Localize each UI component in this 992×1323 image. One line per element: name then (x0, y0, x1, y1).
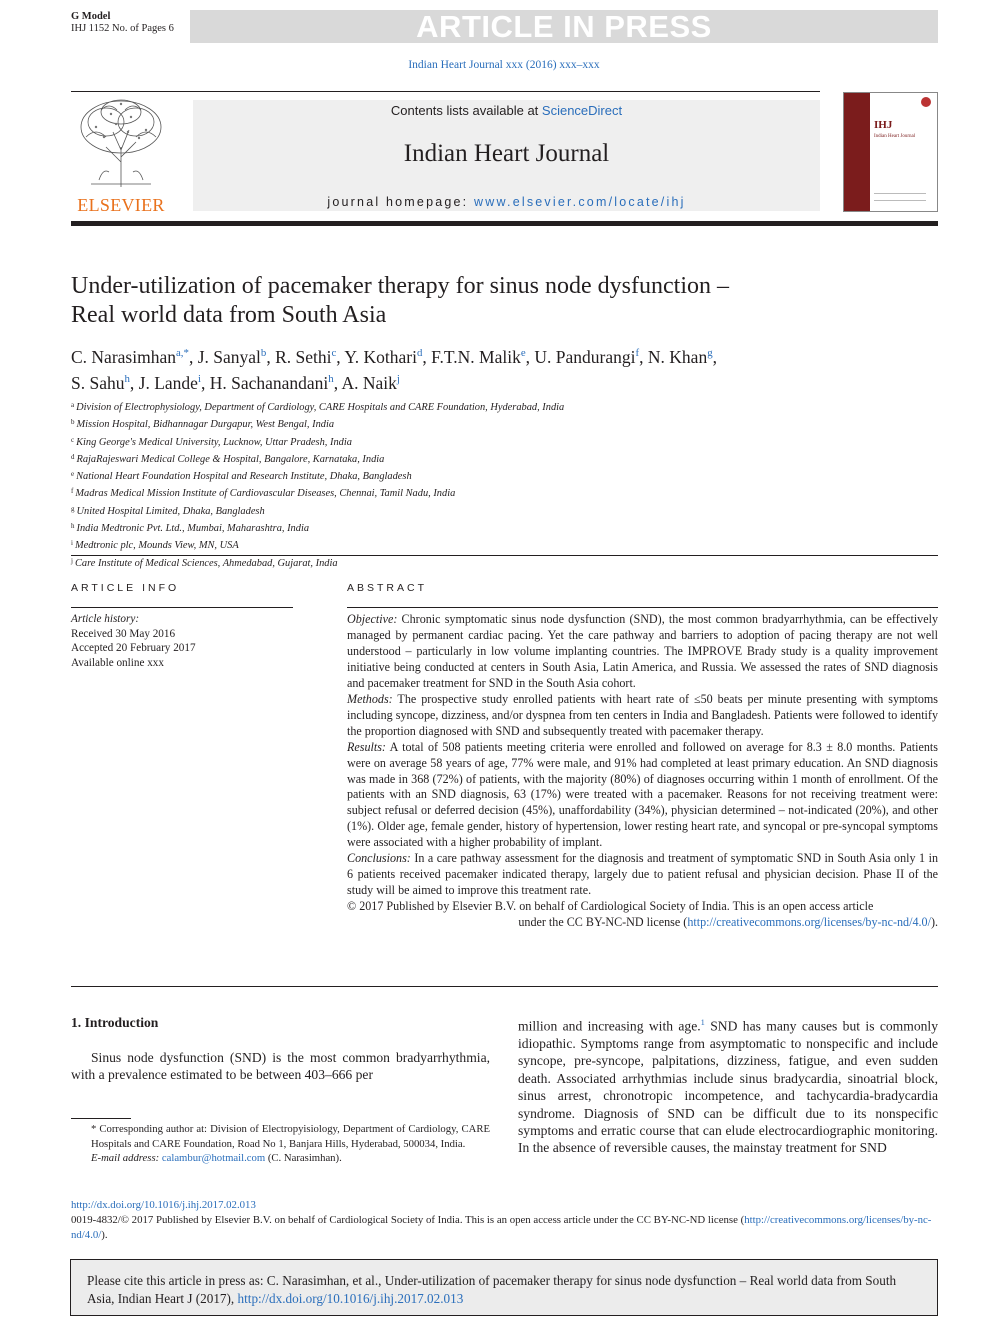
cite-doi-link[interactable]: http://dx.doi.org/10.1016/j.ihj.2017.02.013 (237, 1291, 464, 1306)
contents-prefix: Contents lists available at (390, 103, 542, 118)
email-line: E-mail address: calambur@hotmail.com (C. Narasimhan). (91, 1152, 342, 1165)
abstract-license: under the CC BY-NC-ND license (http://creativecommons.org/licenses/by-nc-nd/4.0/). (518, 915, 938, 930)
affiliation: $^h$ India Medtronic Pvt. Ltd., Mumbai, Maharashtra, India (71, 522, 310, 535)
abstract-label: ABSTRACT (347, 582, 428, 594)
author-list: C. Narasimhan$^{a,*}$, J. Sanyal$^b$, R. Sethi$^c$, Y. Kothari$^d$, F.T.N. Malik$^e$, U. Pandurangi$^f$, N. Khan$^g$, S. Sahu$^h$, J. Lande$^i$, H. Sachanandani$^h$, A. Naik$^j$ (71, 346, 717, 394)
affiliation: $^i$ Medtronic plc, Mounds View, MN, USA (71, 539, 239, 552)
cite-this-article-box (70, 1259, 938, 1316)
author[interactable]: C. Narasimhan$^{a,*}$ (71, 346, 189, 367)
received-date: Received 30 May 2016 (71, 627, 176, 640)
abstract-results: Results: A total of 508 patients meeting criteria were enrolled and followed on average for 8.3 ± 8.0 months. Patients were on average 58 years of age, 77% were male, and 91% had completed at least primary education. An SND diagnosis was made in 368 (72%) of patients, with the majority (80%) of diagnoses occurring within 1 month of enrollment. Of the patients with an SND diagnosis, 63 (17%) were treated with a pacemaker. Reasons for not receiving treatment were: subject refusal or deferred decision (45%), unaffordability (34%), physician determined – not-indicated (20%), and other (1%). Older age, female gender, history of hypertension, lower resting heart rate, and syncopal or pre-syncopal symptoms were associated with a higher probability of implant. (347, 739, 938, 850)
elsevier-tree-icon (71, 92, 171, 192)
corresponding-footnote (71, 1122, 490, 1166)
ihj-line: IHJ 1152 No. of Pages 6 (71, 23, 174, 34)
article-info-label: ARTICLE INFO (71, 582, 180, 594)
abstract-copyright: © 2017 Published by Elsevier B.V. on behalf of Cardiological Society of India. This is an open access article (347, 899, 874, 914)
abstract-body (347, 612, 938, 931)
body-paragraph: Sinus node dysfunction (SND) is the most common bradyarrhythmia, with a prevalence estimated to be between 403–666 per (71, 1049, 490, 1083)
affiliation: $^c$ King George's Medical University, Lucknow, Uttar Pradesh, India (71, 435, 352, 448)
corresponding-author: * Corresponding author at: Division of Electropyisiology, Department of Cardiology, CARE Hospitals and CARE Foundation, Road No 1, Banjara Hills, Hyderabad, 500034, India. (91, 1123, 490, 1150)
author[interactable]: A. Naik$^j$ (341, 373, 400, 394)
email-link[interactable]: calambur@hotmail.com (161, 1152, 266, 1165)
author[interactable]: H. Sachanandani$^h$ (209, 373, 334, 394)
gmodel-label: G Model (71, 11, 111, 22)
author[interactable]: U. Pandurangi$^f$ (534, 346, 640, 367)
article-history (71, 612, 196, 670)
online-date: Available online xxx (71, 656, 164, 669)
author[interactable]: J. Sanyal$^b$ (197, 346, 267, 367)
homepage-prefix: journal homepage: (327, 195, 475, 209)
history-label: Article history: (71, 613, 140, 625)
affiliation: $^f$ Madras Medical Mission Institute of Cardiovascular Diseases, Chennai, Tamil Nadu, India (71, 487, 456, 500)
affiliation-list (71, 398, 931, 571)
elsevier-logo[interactable] (71, 92, 171, 214)
body-column-right (518, 1014, 938, 1157)
author[interactable]: N. Khan$^g$ (647, 346, 713, 367)
reference-link[interactable]: 1 (700, 1017, 705, 1027)
author[interactable]: J. Lande$^i$ (138, 373, 201, 394)
author[interactable]: F.T.N. Malik$^e$ (431, 346, 526, 367)
author[interactable]: Y. Kothari$^d$ (344, 346, 423, 367)
cover-subtitle: Indian Heart Journal (874, 134, 916, 139)
footer-license: 0019-4832/© 2017 Published by Elsevier B.V. on behalf of Cardiological Society of India. This is an open access article under the CC BY-NC-ND license (http://creativecommons.org/licenses/by-nc-nd/4.0/). (71, 1214, 932, 1241)
cite-text: Please cite this article in press as: C. Narasimhan, et al., Under-utilization of pacemaker therapy for sinus node dysfunction – Real world data from South Asia, Indian Heart J (2017), http://dx.doi.org/10.1016/j.ihj.2017.02.013 (87, 1273, 897, 1306)
section-heading: 1. Introduction (71, 1015, 159, 1030)
cover-logo-icon (921, 97, 931, 107)
journal-citation-link[interactable]: Indian Heart Journal xxx (2016) xxx–xxx (408, 59, 600, 71)
cover-spine (844, 93, 870, 211)
gmodel-info (71, 11, 174, 35)
section-rule (71, 555, 938, 556)
abstract-objective: Objective: Chronic symptomatic sinus node dysfunction (SND), the most common bradyarrhythmia, can be effectively managed by permanent cardiac pacing. Yet the care pathway and barriers to adoption of pacing therapy are not well understood – particularly in low volume implanting countries. The IMPROVE Brady study is a quality improvement initiative being conducted at centers in South Asia, Latin America, and Russia. We assessed the rates of SND diagnosis and pacemaker treatment for SND in the South Asia cohort. (347, 612, 938, 690)
sciencedirect-link[interactable]: ScienceDirect (541, 103, 623, 118)
license-link[interactable]: http://creativecommons.org/licenses/by-nc-nd/4.0/ (687, 915, 931, 930)
title-line-2: Real world data from South Asia (71, 302, 387, 328)
footer-license-link[interactable]: http://creativecommons.org/licenses/by-nc-nd/4.0/ (71, 1214, 932, 1241)
body-column-left (71, 1014, 490, 1084)
cover-title: IHJ (874, 119, 893, 131)
author[interactable]: R. Sethi$^c$ (275, 346, 337, 367)
affiliation: $^a$ Division of Electrophysiology, Department of Cardiology, CARE Hospitals and CARE Foundation, Hyderabad, India (71, 401, 565, 413)
affiliation: $^j$ Care Institute of Medical Sciences, Ahmedabad, Gujarat, India (71, 556, 338, 569)
article-title (71, 272, 931, 330)
masthead-bottom-rule (71, 221, 938, 226)
affiliation: $^d$ RajaRajeswari Medical College & Hospital, Bangalore, Karnataka, India (71, 452, 385, 465)
author[interactable]: S. Sahu$^h$ (71, 373, 130, 394)
journal-homepage (193, 195, 820, 209)
abstract-methods: Methods: The prospective study enrolled patients with heart rate of ≤50 beats per minute presenting with symptoms including syncope, dizziness, and/or dyspnea from ten centers in India and Bangladesh. Patients were followed to identify the proportion diagnosed with SND and subsequently treated with pacemaker therapy. (347, 691, 938, 738)
contents-available (193, 103, 820, 118)
elsevier-wordmark: ELSEVIER (77, 195, 165, 215)
banner-text: ARTICLE IN PRESS (416, 9, 712, 44)
cover-decoration (874, 193, 926, 201)
abstract-conclusions: Conclusions: In a care pathway assessment for the diagnosis and treatment of symptomatic SND in South Asia only 1 in 6 patients received pacemaker indicated therapy, largely due to patient refusal and physician decision. Phase II of the study will be aimed to improve this treatment rate. (347, 851, 938, 898)
journal-title: Indian Heart Journal (403, 140, 610, 167)
accepted-date: Accepted 20 February 2017 (71, 642, 196, 654)
abstract-rule (347, 607, 938, 608)
affiliation: $^b$ Mission Hospital, Bidhannagar Durgapur, West Bengal, India (71, 418, 335, 431)
journal-cover-thumbnail[interactable] (843, 92, 938, 212)
affiliation: $^e$ National Heart Foundation Hospital and Research Institute, Dhaka, Bangladesh (71, 470, 412, 483)
article-info-rule (71, 607, 293, 608)
doi-link[interactable]: http://dx.doi.org/10.1016/j.ihj.2017.02.013 (71, 1199, 256, 1211)
masthead-top-rule (71, 91, 820, 92)
section-rule (71, 986, 938, 987)
affiliation: $^g$ United Hospital Limited, Dhaka, Bangladesh (71, 504, 265, 517)
title-line-1: Under-utilization of pacemaker therapy for sinus node dysfunction – (71, 273, 729, 299)
footnote-rule (71, 1118, 131, 1119)
body-paragraph: million and increasing with age.$^1$ SND has many causes but is commonly idiopathic. Symptoms range from asymptomatic to nonspecific and include syncope, pre-syncope, palpitations, dizziness, fatigue, and even sudden death. Associated arrhythmias include sinus bradycardia, sinoatrial block, sinus arrest, chronotropic incompetence, and tachycardia-bradycardia syndrome. Diagnosis of SND can be difficult due to its nonspecific symptoms and erratic course that can elude electrocardiographic monitoring. In the absence of reversible causes, the mainstay treatment for SND (518, 1017, 938, 1156)
journal-masthead (193, 100, 820, 211)
homepage-link[interactable]: www.elsevier.com/locate/ihj (474, 195, 686, 209)
article-in-press-banner (190, 10, 938, 43)
